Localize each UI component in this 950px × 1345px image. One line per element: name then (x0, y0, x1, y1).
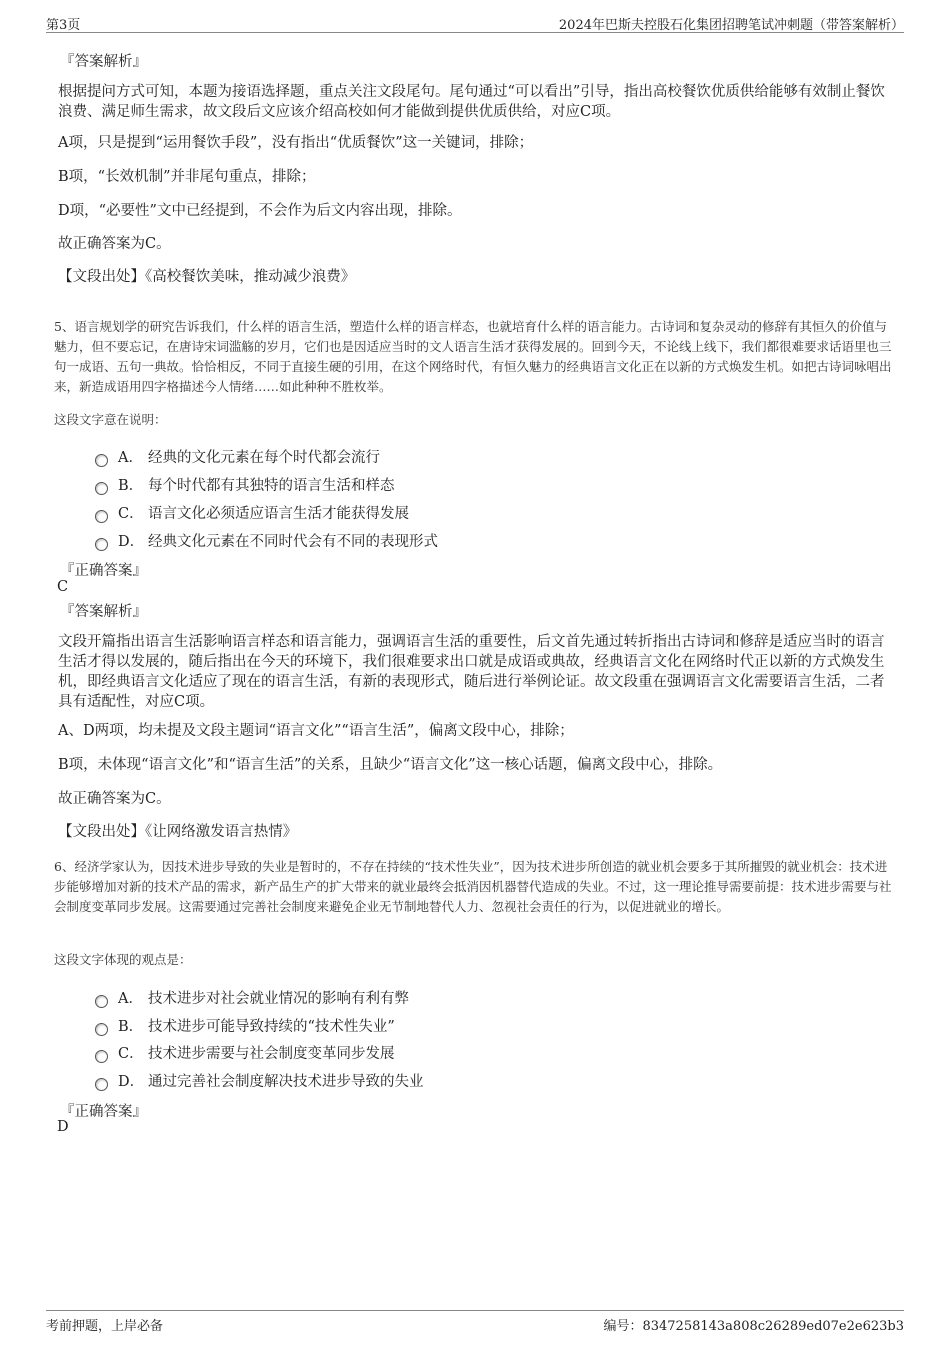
q6-question: 这段文字体现的观点是： (54, 952, 192, 967)
radio-icon[interactable] (95, 1078, 108, 1091)
radio-icon[interactable] (95, 454, 108, 467)
page-number: 第3页 (46, 18, 81, 33)
document-id: 编号：8347258143a808c26289ed07e2e623b3 (603, 1319, 904, 1334)
q5-option-a[interactable]: A． 经典的文化元素在每个时代都会流行 (95, 446, 380, 468)
q5-analysis-text: 文段开篇指出语言生活影响语言样态和语言能力，强调语言生活的重要性，后文首先通过转折指出古诗词和修辞是适应当时的语言生活才得以发展的，随后指出在今天的环境下，我们很难要求出口就是成语或典故，经典语言文化在网络时代正以新的方式焕发生机，即经典语言文化适应了现在的语言生活，有新的表现形式，随后进行举例论证。故文段重在强调语言文化需要语言生活，二者具有适配性，对应C项。 (58, 634, 885, 710)
document-title: 2024年巴斯夫控股石化集团招聘笔试冲刺题（带答案解析） (558, 18, 904, 33)
q6-option-c[interactable]: C． 技术进步需要与社会制度变革同步发展 (95, 1042, 395, 1064)
q5-stem: 5、语言规划学的研究告诉我们，什么样的语言生活，塑造什么样的语言样态，也就培育什么样的语言能力。古诗词和复杂灵动的修辞有其恒久的价值与魅力，但不要忘记，在唐诗宋词滥觞的岁月，它们也是因适应当时的文人语言生活才获得发展的。回到今天，不论线上线下，我们都很难要求话语里也三句一成语、五句一典故。恰恰相反，不同于直接生硬的引用，在这个网络时代，有恒久魅力的经典语言文化正在以新的方式焕发生机。如把古诗词咏唱出来，新造成语用四字格描述今人情绪……如此种种不胜枚举。 (54, 319, 892, 394)
q5-option-b-analysis: B项，未体现“语言文化”和“语言生活”的关系，且缺少“语言文化”这一核心话题，偏离文段中心，排除。 (58, 757, 723, 773)
page-footer (46, 1310, 904, 1337)
q6-option-a[interactable]: A． 技术进步对社会就业情况的影响有利有弊 (95, 987, 409, 1009)
q5-option-c[interactable]: C． 语言文化必须适应语言生活才能获得发展 (95, 502, 409, 524)
page-header (46, 12, 904, 33)
q6-answer: D (57, 1119, 69, 1135)
q4-option-a-analysis: A项，只是提到“运用餐饮手段”，没有指出“优质餐饮”这一关键词，排除； (58, 135, 534, 151)
q5-option-b[interactable]: B． 每个时代都有其独特的语言生活和样态 (95, 474, 395, 496)
q5-answer: C (57, 579, 69, 595)
q6-answer-label: 『正确答案』 (60, 1104, 147, 1120)
q5-option-ad-analysis: A、D两项，均未提及文段主题词“语言文化”“语言生活”，偏离文段中心，排除； (58, 723, 574, 739)
radio-icon[interactable] (95, 1023, 108, 1036)
radio-icon[interactable] (95, 510, 108, 523)
q5-conclusion: 故正确答案为C。 (58, 791, 171, 807)
footer-slogan: 考前押题，上岸必备 (46, 1319, 164, 1334)
q5-source: 【文段出处】《让网络激发语言热情》 (58, 824, 298, 840)
radio-icon[interactable] (95, 1050, 108, 1063)
q4-option-b-analysis: B项，“长效机制”并非尾句重点，排除； (58, 169, 316, 185)
q5-answer-label: 『正确答案』 (60, 563, 147, 579)
q6-option-d[interactable]: D． 通过完善社会制度解决技术进步导致的失业 (95, 1070, 424, 1092)
q5-question: 这段文字意在说明： (54, 412, 167, 427)
radio-icon[interactable] (95, 538, 108, 551)
q4-conclusion: 故正确答案为C。 (58, 236, 171, 252)
q4-option-d-analysis: D项，“必要性”文中已经提到，不会作为后文内容出现，排除。 (58, 203, 462, 219)
q6-stem: 6、经济学家认为，因技术进步导致的失业是暂时的，不存在持续的“技术性失业”，因为技术进步所创造的就业机会要多于其所摧毁的就业机会：技术进步能够增加对新的技术产品的需求，新产品生产的扩大带来的就业最终会抵消因机器替代造成的失业。不过，这一理论推导需要前提：技术进步需要与社会制度变革同步发展。这需要通过完善社会制度来避免企业无节制地替代人力、忽视社会责任的行为，以促进就业的增长。 (54, 859, 892, 914)
q4-analysis-text: 根据提问方式可知，本题为接语选择题，重点关注文段尾句。尾句通过“可以看出”引导，指出高校餐饮优质供给能够有效制止餐饮浪费、满足师生需求，故文段后文应该介绍高校如何才能做到提供优质供给，对应C项。 (58, 84, 885, 120)
q6-option-b[interactable]: B． 技术进步可能导致持续的“技术性失业” (95, 1015, 395, 1037)
q5-analysis-label: 『答案解析』 (60, 604, 147, 620)
q4-source: 【文段出处】《高校餐饮美味，推动减少浪费》 (58, 269, 356, 285)
radio-icon[interactable] (95, 995, 108, 1008)
radio-icon[interactable] (95, 482, 108, 495)
q4-analysis-label: 『答案解析』 (60, 54, 147, 70)
q5-option-d[interactable]: D． 经典文化元素在不同时代会有不同的表现形式 (95, 530, 438, 552)
